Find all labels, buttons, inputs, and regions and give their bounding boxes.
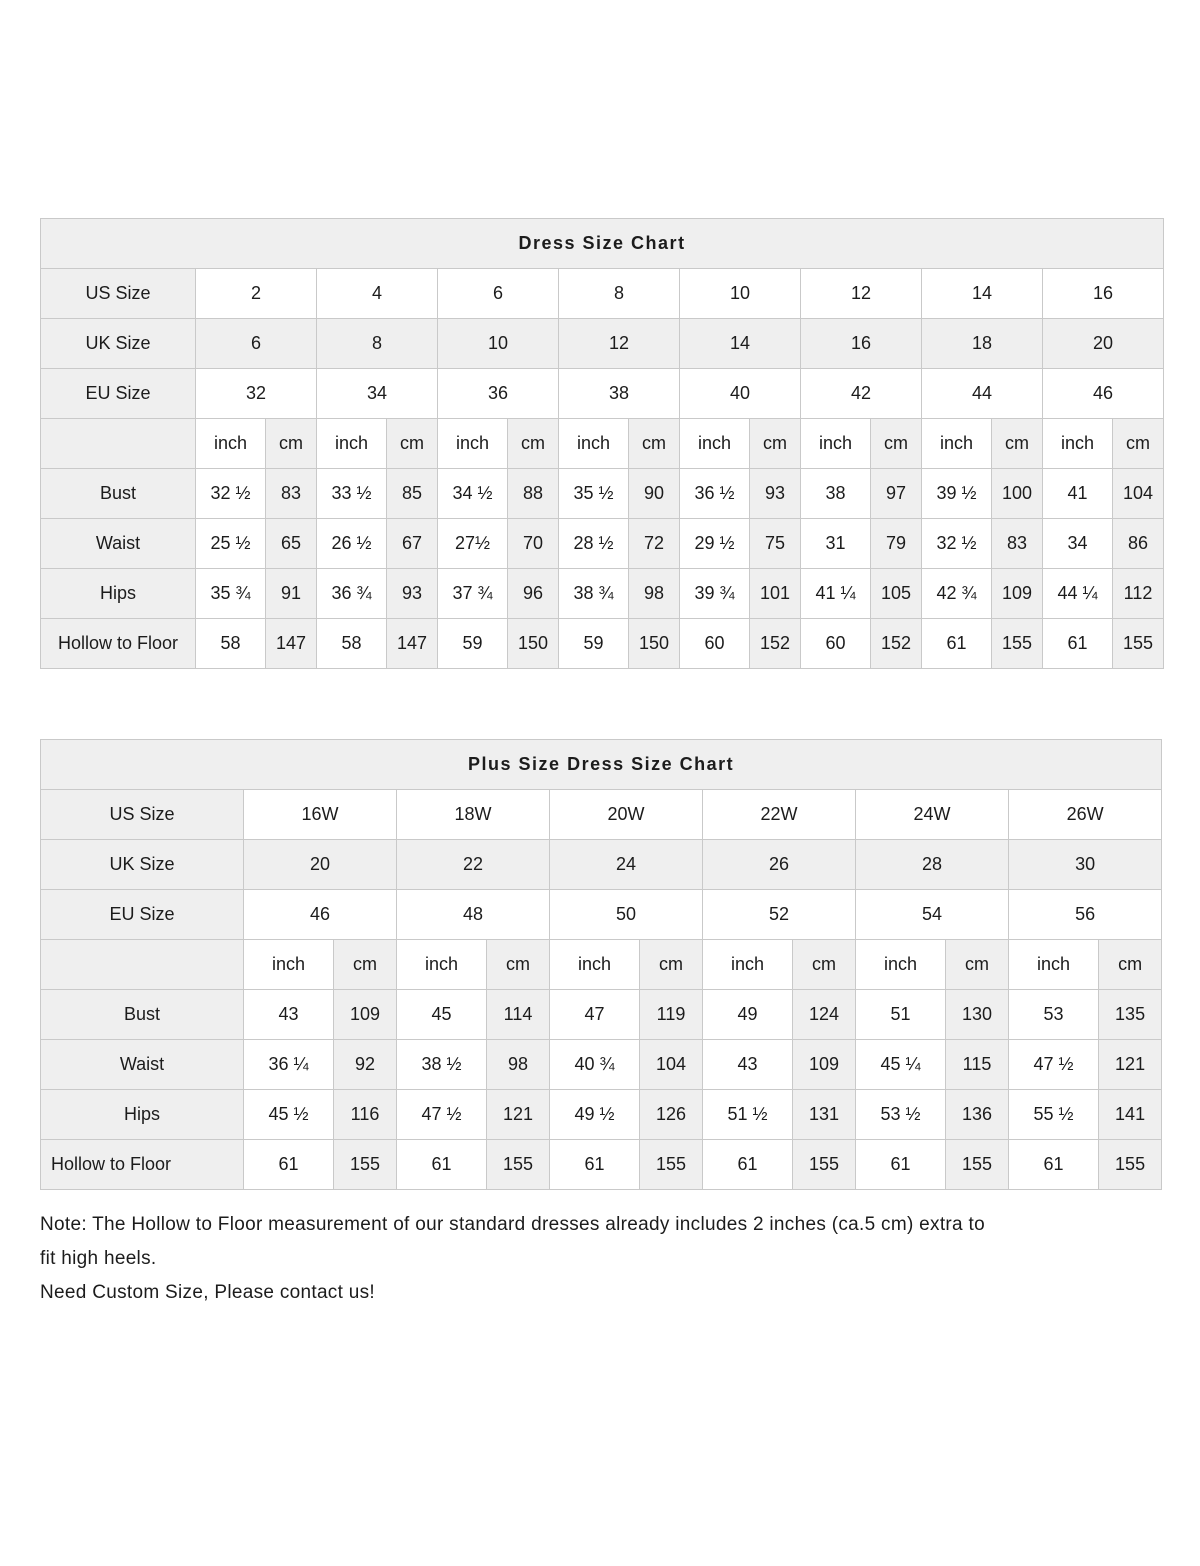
cm-value-cell: 136 <box>946 1090 1009 1140</box>
cm-value-cell: 101 <box>750 569 801 619</box>
inch-value-cell: 47 <box>550 990 640 1040</box>
size-value-cell: 50 <box>550 890 703 940</box>
cm-value-cell: 155 <box>1113 619 1164 669</box>
note-line: Note: The Hollow to Floor measurement of our standard dresses already includes 2 inches (ca.5 cm) extra to <box>40 1214 985 1235</box>
size-value-cell: 16 <box>801 319 922 369</box>
cm-value-cell: 155 <box>992 619 1043 669</box>
inch-value-cell: 35 ¾ <box>196 569 266 619</box>
inch-value-cell: 33 ½ <box>317 469 387 519</box>
cm-value-cell: 141 <box>1099 1090 1162 1140</box>
inch-unit-label: inch <box>397 940 487 990</box>
inch-value-cell: 35 ½ <box>559 469 629 519</box>
inch-value-cell: 41 <box>1043 469 1113 519</box>
cm-value-cell: 83 <box>992 519 1043 569</box>
measurement-row <box>41 1140 1162 1190</box>
inch-unit-label: inch <box>801 419 871 469</box>
note-line: Need Custom Size, Please contact us! <box>40 1281 376 1303</box>
row-label: EU Size <box>41 369 196 419</box>
size-value-cell: 24 <box>550 840 703 890</box>
inch-unit-label: inch <box>856 940 946 990</box>
cm-unit-label: cm <box>508 419 559 469</box>
inch-value-cell: 25 ½ <box>196 519 266 569</box>
cm-value-cell: 155 <box>640 1140 703 1190</box>
row-label: UK Size <box>41 319 196 369</box>
inch-value-cell: 34 <box>1043 519 1113 569</box>
cm-value-cell: 150 <box>508 619 559 669</box>
size-value-cell: 20W <box>550 790 703 840</box>
row-label: Bust <box>41 990 244 1040</box>
size-value-cell: 20 <box>1043 319 1164 369</box>
inch-unit-label: inch <box>1009 940 1099 990</box>
inch-value-cell: 26 ½ <box>317 519 387 569</box>
row-label: Hollow to Floor <box>41 1140 244 1190</box>
cm-unit-label: cm <box>487 940 550 990</box>
cm-value-cell: 86 <box>1113 519 1164 569</box>
cm-value-cell: 104 <box>1113 469 1164 519</box>
inch-value-cell: 28 ½ <box>559 519 629 569</box>
cm-unit-label: cm <box>946 940 1009 990</box>
size-value-cell: 6 <box>438 269 559 319</box>
size-row <box>41 840 1162 890</box>
cm-value-cell: 131 <box>793 1090 856 1140</box>
cm-value-cell: 97 <box>871 469 922 519</box>
inch-value-cell: 43 <box>703 1040 793 1090</box>
cm-unit-label: cm <box>629 419 680 469</box>
inch-value-cell: 59 <box>559 619 629 669</box>
inch-value-cell: 37 ¾ <box>438 569 508 619</box>
cm-value-cell: 155 <box>793 1140 856 1190</box>
inch-value-cell: 61 <box>1043 619 1113 669</box>
size-value-cell: 52 <box>703 890 856 940</box>
cm-value-cell: 155 <box>1099 1140 1162 1190</box>
inch-value-cell: 53 ½ <box>856 1090 946 1140</box>
inch-value-cell: 51 ½ <box>703 1090 793 1140</box>
size-value-cell: 30 <box>1009 840 1162 890</box>
size-value-cell: 14 <box>680 319 801 369</box>
cm-value-cell: 155 <box>487 1140 550 1190</box>
inch-value-cell: 39 ¾ <box>680 569 750 619</box>
cm-value-cell: 112 <box>1113 569 1164 619</box>
size-value-cell: 26W <box>1009 790 1162 840</box>
inch-value-cell: 61 <box>922 619 992 669</box>
cm-value-cell: 104 <box>640 1040 703 1090</box>
row-label: Hollow to Floor <box>41 619 196 669</box>
row-label: US Size <box>41 269 196 319</box>
size-value-cell: 20 <box>244 840 397 890</box>
cm-unit-label: cm <box>266 419 317 469</box>
row-label: Hips <box>41 1090 244 1140</box>
size-value-cell: 6 <box>196 319 317 369</box>
inch-unit-label: inch <box>317 419 387 469</box>
row-label: EU Size <box>41 890 244 940</box>
size-value-cell: 36 <box>438 369 559 419</box>
cm-value-cell: 83 <box>266 469 317 519</box>
size-value-cell: 12 <box>559 319 680 369</box>
size-row <box>41 319 1164 369</box>
size-value-cell: 10 <box>438 319 559 369</box>
cm-value-cell: 121 <box>487 1090 550 1140</box>
cm-value-cell: 105 <box>871 569 922 619</box>
size-value-cell: 22 <box>397 840 550 890</box>
size-value-cell: 16 <box>1043 269 1164 319</box>
cm-value-cell: 155 <box>946 1140 1009 1190</box>
cm-value-cell: 152 <box>871 619 922 669</box>
cm-value-cell: 114 <box>487 990 550 1040</box>
measurement-row <box>41 990 1162 1040</box>
cm-value-cell: 130 <box>946 990 1009 1040</box>
inch-value-cell: 59 <box>438 619 508 669</box>
inch-value-cell: 36 ½ <box>680 469 750 519</box>
row-label: Hips <box>41 569 196 619</box>
size-value-cell: 10 <box>680 269 801 319</box>
row-label: Waist <box>41 1040 244 1090</box>
inch-value-cell: 38 ½ <box>397 1040 487 1090</box>
cm-value-cell: 98 <box>629 569 680 619</box>
size-chart-notes <box>40 1208 1160 1309</box>
cm-value-cell: 124 <box>793 990 856 1040</box>
inch-unit-label: inch <box>196 419 266 469</box>
inch-value-cell: 42 ¾ <box>922 569 992 619</box>
inch-value-cell: 55 ½ <box>1009 1090 1099 1140</box>
size-row <box>41 890 1162 940</box>
inch-unit-label: inch <box>703 940 793 990</box>
dress-size-chart-table <box>40 218 1164 669</box>
cm-value-cell: 88 <box>508 469 559 519</box>
cm-unit-label: cm <box>871 419 922 469</box>
size-value-cell: 44 <box>922 369 1043 419</box>
cm-unit-label: cm <box>1099 940 1162 990</box>
inch-value-cell: 53 <box>1009 990 1099 1040</box>
cm-value-cell: 150 <box>629 619 680 669</box>
cm-unit-label: cm <box>640 940 703 990</box>
inch-value-cell: 45 <box>397 990 487 1040</box>
measurement-row <box>41 1040 1162 1090</box>
inch-unit-label: inch <box>1043 419 1113 469</box>
inch-unit-label: inch <box>244 940 334 990</box>
inch-value-cell: 32 ½ <box>922 519 992 569</box>
row-label: US Size <box>41 790 244 840</box>
cm-value-cell: 91 <box>266 569 317 619</box>
size-value-cell: 34 <box>317 369 438 419</box>
cm-value-cell: 147 <box>266 619 317 669</box>
cm-value-cell: 115 <box>946 1040 1009 1090</box>
size-value-cell: 46 <box>1043 369 1164 419</box>
measurement-row <box>41 1090 1162 1140</box>
chart-title: Dress Size Chart <box>41 219 1164 269</box>
inch-value-cell: 47 ½ <box>1009 1040 1099 1090</box>
measurement-row <box>41 469 1164 519</box>
inch-value-cell: 61 <box>244 1140 334 1190</box>
cm-value-cell: 90 <box>629 469 680 519</box>
cm-value-cell: 109 <box>334 990 397 1040</box>
inch-value-cell: 38 <box>801 469 871 519</box>
cm-value-cell: 79 <box>871 519 922 569</box>
size-value-cell: 8 <box>559 269 680 319</box>
inch-value-cell: 60 <box>801 619 871 669</box>
cm-value-cell: 70 <box>508 519 559 569</box>
cm-value-cell: 109 <box>992 569 1043 619</box>
inch-value-cell: 61 <box>550 1140 640 1190</box>
size-value-cell: 8 <box>317 319 438 369</box>
size-value-cell: 32 <box>196 369 317 419</box>
size-value-cell: 22W <box>703 790 856 840</box>
size-value-cell: 12 <box>801 269 922 319</box>
inch-value-cell: 34 ½ <box>438 469 508 519</box>
inch-value-cell: 61 <box>1009 1140 1099 1190</box>
size-value-cell: 42 <box>801 369 922 419</box>
size-value-cell: 38 <box>559 369 680 419</box>
inch-value-cell: 45 ½ <box>244 1090 334 1140</box>
cm-value-cell: 72 <box>629 519 680 569</box>
size-value-cell: 18 <box>922 319 1043 369</box>
inch-value-cell: 36 ¼ <box>244 1040 334 1090</box>
cm-value-cell: 126 <box>640 1090 703 1140</box>
note-line: fit high heels. <box>40 1247 157 1269</box>
unit-header-row <box>41 419 1164 469</box>
chart-title: Plus Size Dress Size Chart <box>41 740 1162 790</box>
inch-unit-label: inch <box>559 419 629 469</box>
size-value-cell: 24W <box>856 790 1009 840</box>
measurement-row <box>41 569 1164 619</box>
measurement-row <box>41 619 1164 669</box>
inch-value-cell: 31 <box>801 519 871 569</box>
size-value-cell: 56 <box>1009 890 1162 940</box>
cm-value-cell: 67 <box>387 519 438 569</box>
cm-value-cell: 116 <box>334 1090 397 1140</box>
size-value-cell: 40 <box>680 369 801 419</box>
cm-unit-label: cm <box>992 419 1043 469</box>
inch-value-cell: 38 ¾ <box>559 569 629 619</box>
inch-value-cell: 27½ <box>438 519 508 569</box>
cm-value-cell: 155 <box>334 1140 397 1190</box>
size-row <box>41 790 1162 840</box>
plus-size-dress-chart-table <box>40 739 1162 1190</box>
cm-value-cell: 92 <box>334 1040 397 1090</box>
unit-header-row <box>41 940 1162 990</box>
inch-value-cell: 43 <box>244 990 334 1040</box>
inch-value-cell: 36 ¾ <box>317 569 387 619</box>
cm-unit-label: cm <box>387 419 438 469</box>
inch-value-cell: 58 <box>196 619 266 669</box>
cm-value-cell: 152 <box>750 619 801 669</box>
cm-value-cell: 96 <box>508 569 559 619</box>
cm-value-cell: 109 <box>793 1040 856 1090</box>
inch-value-cell: 61 <box>397 1140 487 1190</box>
row-label <box>41 940 244 990</box>
size-value-cell: 14 <box>922 269 1043 319</box>
cm-unit-label: cm <box>334 940 397 990</box>
inch-unit-label: inch <box>680 419 750 469</box>
inch-value-cell: 41 ¼ <box>801 569 871 619</box>
cm-value-cell: 85 <box>387 469 438 519</box>
cm-value-cell: 65 <box>266 519 317 569</box>
row-label: Waist <box>41 519 196 569</box>
size-value-cell: 46 <box>244 890 397 940</box>
size-value-cell: 26 <box>703 840 856 890</box>
cm-value-cell: 147 <box>387 619 438 669</box>
inch-value-cell: 51 <box>856 990 946 1040</box>
cm-value-cell: 98 <box>487 1040 550 1090</box>
inch-value-cell: 61 <box>703 1140 793 1190</box>
cm-value-cell: 119 <box>640 990 703 1040</box>
cm-value-cell: 75 <box>750 519 801 569</box>
cm-unit-label: cm <box>793 940 856 990</box>
cm-value-cell: 93 <box>750 469 801 519</box>
cm-value-cell: 121 <box>1099 1040 1162 1090</box>
cm-value-cell: 100 <box>992 469 1043 519</box>
inch-value-cell: 32 ½ <box>196 469 266 519</box>
size-value-cell: 48 <box>397 890 550 940</box>
size-value-cell: 18W <box>397 790 550 840</box>
size-value-cell: 4 <box>317 269 438 319</box>
size-row <box>41 269 1164 319</box>
size-row <box>41 369 1164 419</box>
row-label: UK Size <box>41 840 244 890</box>
row-label: Bust <box>41 469 196 519</box>
size-value-cell: 2 <box>196 269 317 319</box>
cm-unit-label: cm <box>1113 419 1164 469</box>
inch-value-cell: 60 <box>680 619 750 669</box>
inch-value-cell: 47 ½ <box>397 1090 487 1140</box>
inch-value-cell: 49 <box>703 990 793 1040</box>
cm-value-cell: 135 <box>1099 990 1162 1040</box>
size-value-cell: 16W <box>244 790 397 840</box>
size-value-cell: 28 <box>856 840 1009 890</box>
inch-value-cell: 40 ¾ <box>550 1040 640 1090</box>
inch-unit-label: inch <box>922 419 992 469</box>
cm-unit-label: cm <box>750 419 801 469</box>
inch-value-cell: 39 ½ <box>922 469 992 519</box>
inch-value-cell: 45 ¼ <box>856 1040 946 1090</box>
inch-value-cell: 58 <box>317 619 387 669</box>
measurement-row <box>41 519 1164 569</box>
inch-unit-label: inch <box>438 419 508 469</box>
row-label <box>41 419 196 469</box>
inch-value-cell: 44 ¼ <box>1043 569 1113 619</box>
inch-unit-label: inch <box>550 940 640 990</box>
cm-value-cell: 93 <box>387 569 438 619</box>
size-value-cell: 54 <box>856 890 1009 940</box>
inch-value-cell: 61 <box>856 1140 946 1190</box>
inch-value-cell: 29 ½ <box>680 519 750 569</box>
inch-value-cell: 49 ½ <box>550 1090 640 1140</box>
